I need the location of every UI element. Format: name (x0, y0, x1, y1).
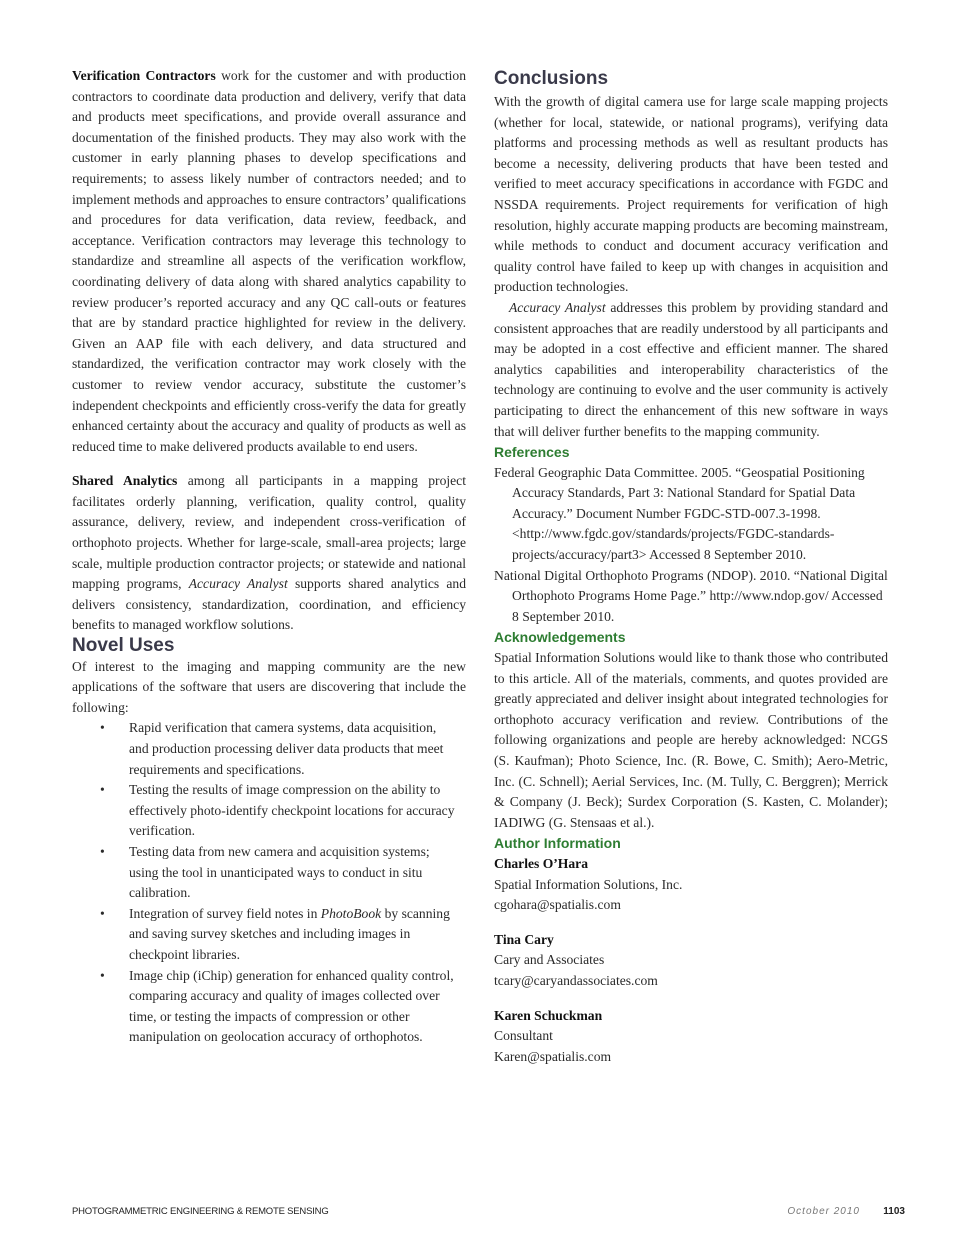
list-item-text: Testing the results of image compression on the ability to effectively photo-identify checkpoint locations for accuracy verification. (129, 782, 455, 839)
reference-item: Federal Geographic Data Committee. 2005. “Geospatial Positioning Accuracy Standards, Part 3: National Standard for Spatial Data Accuracy.” Document Number FGDC-STD-007.3-1998. <http://www.fgdc.gov/standards/projects/FGDC-standards-projects/accuracy/part3> Accessed 8 September 2010. (494, 464, 865, 563)
issue-date: October 2010 (787, 1206, 860, 1217)
list-item-text: Rapid verification that camera systems, data acquisition, and production processing deliver data products that meet requirements and specifications. (129, 720, 444, 777)
novel-uses-heading: Novel Uses (72, 635, 175, 657)
page-number: 1103 (883, 1206, 905, 1217)
list-item-text: Testing data from new camera and acquisition systems; using the tool in unanticipated ways to conduct in situ calibration. (129, 843, 430, 901)
author-email: tcary@caryandassociates.com (494, 972, 658, 988)
conclusions-heading: Conclusions (494, 68, 609, 89)
conclusions-paragraph-2-text: addresses this problem by providing standard and consistent approaches that are readily understood by all participants and may be adopted in a cost effective and efficient manner. The shared analytics capabilities and interoperability characteristics of the technology are continuing to evolve and the user community is actively participating to direct the enhancement of this new software in ways that will deliver further benefits to the mapping community. (494, 299, 888, 439)
acknowledgements-heading: Acknowledgements (494, 629, 626, 646)
shared-analytics-paragraph (72, 471, 466, 636)
author-email: cgohara@spatialis.com (494, 897, 621, 913)
bullet-icon: • (100, 967, 105, 983)
list-item-italic: PhotoBook (320, 905, 382, 921)
list-item (72, 842, 466, 904)
references-heading: References (494, 444, 570, 461)
conclusions-paragraph-2 (494, 298, 888, 442)
list-item (72, 780, 466, 842)
list-item-text: Integration of survey field notes in (129, 905, 321, 921)
bullet-icon: • (100, 782, 105, 798)
bullet-icon: • (100, 843, 105, 859)
bullet-icon: • (100, 720, 105, 736)
author-information-heading: Author Information (494, 835, 621, 852)
author-block (494, 854, 888, 916)
shared-analytics-runin: Shared Analytics (72, 473, 178, 489)
author-org: Cary and Associates (494, 952, 605, 968)
author-name: Charles O’Hara (494, 855, 589, 871)
author-name: Karen Schuckman (494, 1007, 603, 1023)
novel-uses-intro: Of interest to the imaging and mapping community are the new applications of the software that users are discovering that include the following: (72, 658, 466, 715)
bullet-icon: • (100, 905, 105, 921)
acknowledgements-text: Spatial Information Solutions would like to thank those who contributed to this article. All of the materials, comments, and quotes provided are greatly appreciated and deliver insight about integrated technologies for orthophoto accuracy verification and review. Contributions of the following organizations and people are hereby acknowledged: NCGS (S. Kaufman); Photo Science, Inc. (R. Bowe, C. Smith); Aero-Metric, Inc. (C. Schnell); Aerial Services, Inc. (M. Tully, C. Berggren); Merrick & Company (J. Beck); Surdex Corporation (S. Kasten, C. Molander); IADIWG (G. Stensaas et al.). (494, 650, 888, 830)
author-block (494, 930, 888, 992)
list-item-text-after: by scanning and saving survey sketches and including images in checkpoint libraries. (129, 905, 450, 962)
author-name: Tina Cary (494, 931, 554, 947)
left-column (72, 66, 466, 1048)
author-org: Spatial Information Solutions, Inc. (494, 876, 683, 892)
list-item (72, 718, 466, 780)
shared-analytics-italic: Accuracy Analyst (188, 576, 288, 592)
verification-contractors-text: work for the customer and with production contractors to coordinate data production and delivery, verify that data and products meet specifications, and provide overall assurance and documentation of the finished products. They may also work with the customer in early planning phases to develop specifications and requirements; to assess likely number of contractors needed; and to implement methods and approaches to ensure contractors’ qualifications and procedures for data verification, data review, feedback, and acceptance. Verification contractors may leverage this technology to standardize and streamline all aspects of the verification workflow, coordinating delivery of data along with shared analytics capability to review producer’s reported accuracy and any QC call-outs or features that are by standard practice highlighted for review in the delivery. Given an AAP file with each delivery, and data structured and standardized, the verification contractor may work closely with the customer to review vendor accuracy, substitute the customer’s independent checkpoints and efficiently cross-verify the data for greatly enhanced certainty about the accuracy and quality of products as well as reduced time to make delivered products available to end users. (72, 68, 467, 454)
list-item (72, 966, 466, 1048)
conclusions-paragraph-1: With the growth of digital camera use for large scale mapping projects (whether for local, statewide, or national programs), verifying data platforms and processing methods as well as resultant products has become a necessity, delivering products that have been tested and verified to meet accuracy specifications in accordance with FGDC and NSSDA requirements. Project requirements for verification of high resolution, highly accurate mapping products are becoming mainstream, while methods to conduct and document accuracy verification and quality control have failed to keep up with changes in acquisition and production technologies. (494, 94, 888, 295)
right-column (494, 66, 888, 1081)
reference-item: National Digital Orthophoto Programs (NDOP). 2010. “National Digital Orthophoto Programs Home Page.” http://www.ndop.gov/ Accessed 8 September 2010. (494, 567, 888, 624)
shared-analytics-text-b: supports shared analytics and delivers consistency, standardization, coordination, and efficiency benefits to managed workflow solutions. (72, 576, 467, 633)
list-item (72, 904, 466, 966)
verification-contractors-paragraph (72, 66, 466, 457)
author-org: Consultant (494, 1028, 553, 1044)
author-email: Karen@spatialis.com (494, 1048, 612, 1064)
list-item-text: Image chip (iChip) generation for enhanced quality control, comparing accuracy and quality of images collected over time, or testing the impacts of compression or other manipulation on geolocation accuracy of orthophotos. (129, 967, 454, 1045)
conclusions-italic: Accuracy Analyst (509, 299, 606, 315)
shared-analytics-text-a: among all participants in a mapping project facilitates orderly planning, verification, quality control, quality assurance, delivery, review, and independent cross-verification of orthophoto projects. Whether for large-scale, small-area projects; large scale, multiple production contractor projects; or statewide and national mapping programs, (72, 473, 466, 592)
journal-name: PHOTOGRAMMETRIC ENGINEERING & REMOTE SENSING (72, 1206, 329, 1217)
verification-contractors-runin: Verification Contractors (72, 68, 216, 83)
page-footer (72, 1206, 905, 1222)
novel-uses-list (72, 718, 466, 1048)
author-block (494, 1006, 888, 1068)
